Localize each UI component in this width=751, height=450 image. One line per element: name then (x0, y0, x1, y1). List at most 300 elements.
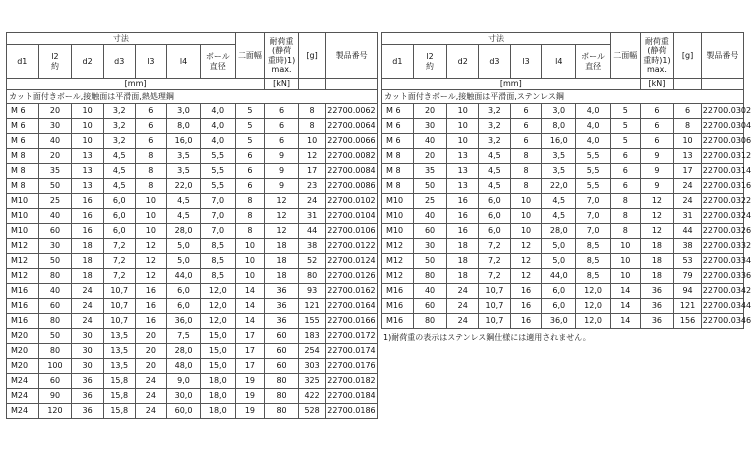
l3-header: l3 (135, 45, 167, 79)
table-cell: 6 (674, 104, 701, 119)
table-cell: 10,7 (103, 314, 135, 329)
table-cell: 14 (235, 299, 265, 314)
table-cell: 6,0 (103, 209, 135, 224)
table-cell: 18 (640, 269, 674, 284)
table-cell: 6 (510, 119, 542, 134)
table-cell: 24 (447, 284, 479, 299)
table-cell: 50 (38, 254, 72, 269)
table-cell: 5,0 (167, 239, 201, 254)
table-row (382, 149, 744, 164)
table-cell: 79 (674, 269, 701, 284)
table-cell: 22700.0126 (326, 269, 378, 284)
table-cell: 4,0 (200, 134, 235, 149)
table-cell: 36,0 (167, 314, 201, 329)
table-cell: 5 (235, 104, 265, 119)
table-cell: 16 (510, 314, 542, 329)
d2-header: d2 (72, 45, 104, 79)
table-cell: M20 (7, 359, 39, 374)
table-cell: 6,0 (167, 299, 201, 314)
table-cell: 5,5 (576, 149, 611, 164)
table-cell: 6 (135, 134, 167, 149)
table-cell: 3,2 (103, 119, 135, 134)
table-cell: 17 (235, 359, 265, 374)
table-row (7, 344, 378, 359)
size-group-header: 寸法 (7, 33, 236, 45)
table-cell: 14 (611, 284, 641, 299)
table-cell: 60 (265, 359, 299, 374)
table-cell: 8 (611, 224, 641, 239)
table-cell: 60,0 (167, 404, 201, 419)
table-cell: 16 (135, 314, 167, 329)
table-cell: 22700.0102 (326, 194, 378, 209)
table-cell: 13 (72, 149, 104, 164)
table-cell: 8 (298, 119, 325, 134)
table-cell: 22700.0082 (326, 149, 378, 164)
table-row (382, 104, 744, 119)
table-row (382, 269, 744, 284)
width-across-flats-header: 二面幅 (611, 33, 641, 79)
table-cell: 6 (235, 164, 265, 179)
table-cell: 303 (298, 359, 325, 374)
table-cell: 9 (265, 179, 299, 194)
table-cell: 7,2 (103, 269, 135, 284)
table-cell: 4,0 (576, 104, 611, 119)
table-cell: 10 (72, 104, 104, 119)
table-cell: 5,0 (542, 254, 576, 269)
table-cell: 12 (135, 254, 167, 269)
table-row (382, 164, 744, 179)
table-cell: 44 (298, 224, 325, 239)
table-cell: 16 (72, 209, 104, 224)
table-cell: 80 (413, 314, 447, 329)
table-cell: M24 (7, 389, 39, 404)
table-cell: 36 (72, 389, 104, 404)
size-group-header: 寸法 (382, 33, 611, 45)
table-cell: 6 (135, 119, 167, 134)
footnote: 1)耐荷重の表示はステンレス鋼仕様には適用されません。 (383, 333, 591, 342)
table-row (7, 284, 378, 299)
table-cell: 17 (235, 344, 265, 359)
table-row (382, 194, 744, 209)
table-cell: 31 (674, 209, 701, 224)
table-cell: 22700.0344 (701, 299, 743, 314)
table-cell: 16 (447, 194, 479, 209)
table-cell: 16,0 (167, 134, 201, 149)
table-cell: 5,5 (200, 149, 235, 164)
table-cell: 15,0 (200, 359, 235, 374)
table-cell: 3,0 (542, 104, 576, 119)
table-row (382, 314, 744, 329)
table-cell: M24 (7, 404, 39, 419)
table-cell: 15,0 (200, 344, 235, 359)
table-cell: 13 (447, 149, 479, 164)
table-cell: 528 (298, 404, 325, 419)
table-row (382, 224, 744, 239)
table-cell: 28,0 (542, 224, 576, 239)
table-row (382, 134, 744, 149)
table-cell: 20 (413, 149, 447, 164)
table-cell: 28,0 (167, 344, 201, 359)
table-cell: 8,5 (576, 254, 611, 269)
table-cell: 8,5 (576, 269, 611, 284)
table-cell: 80 (265, 374, 299, 389)
table-cell: 17 (235, 329, 265, 344)
table-cell: 35 (413, 164, 447, 179)
table-cell: 10 (72, 134, 104, 149)
table-cell: 10 (235, 269, 265, 284)
table-cell: 4,5 (479, 149, 511, 164)
table-cell: 12,0 (576, 299, 611, 314)
table-cell: 7,0 (200, 194, 235, 209)
table-cell: 22700.0334 (701, 254, 743, 269)
table-cell: 10 (235, 254, 265, 269)
table-cell: 6,0 (167, 284, 201, 299)
table-cell: 5 (611, 104, 641, 119)
table-cell: 8,0 (167, 119, 201, 134)
table-cell: 40 (38, 284, 72, 299)
table-cell: 38 (298, 239, 325, 254)
table-cell: 22700.0322 (701, 194, 743, 209)
table-row (7, 329, 378, 344)
table-row (7, 209, 378, 224)
table-row (7, 254, 378, 269)
table-row (7, 224, 378, 239)
table-cell: 15,8 (103, 389, 135, 404)
table-cell: M 6 (7, 119, 39, 134)
table-cell: 12 (265, 209, 299, 224)
table-cell: 22700.0104 (326, 209, 378, 224)
table-cell: 7,2 (479, 254, 511, 269)
table-cell: M20 (7, 329, 39, 344)
table-cell: 18 (640, 239, 674, 254)
table-cell: M16 (382, 284, 414, 299)
table-cell: 53 (674, 254, 701, 269)
table-cell: 18 (447, 254, 479, 269)
table-cell: 24 (135, 389, 167, 404)
table-cell: 254 (298, 344, 325, 359)
table-cell: 17 (298, 164, 325, 179)
table-cell: 7,2 (479, 269, 511, 284)
table-cell: 10 (135, 194, 167, 209)
table-cell: 16,0 (542, 134, 576, 149)
table-cell: 22700.0084 (326, 164, 378, 179)
table-cell: 121 (298, 299, 325, 314)
table-cell: 10 (298, 134, 325, 149)
l4-header: l4 (542, 45, 576, 79)
table-cell: 22700.0182 (326, 374, 378, 389)
table-cell: 36 (640, 299, 674, 314)
table-cell: 60 (38, 299, 72, 314)
table-cell: 40 (413, 284, 447, 299)
table-cell: M 8 (7, 149, 39, 164)
table-cell: 22700.0174 (326, 344, 378, 359)
table-cell: 120 (38, 404, 72, 419)
table-cell: 36 (265, 284, 299, 299)
table-cell: 22700.0166 (326, 314, 378, 329)
table-cell: 22,0 (542, 179, 576, 194)
table-cell: 19 (235, 389, 265, 404)
table-cell: 22700.0172 (326, 329, 378, 344)
table-cell: 10 (510, 194, 542, 209)
section-title: カット面付きボール,接触面は平滑面,ステンレス鋼 (382, 90, 744, 104)
table-cell: 6 (611, 149, 641, 164)
table-cell: 8,5 (576, 239, 611, 254)
table-cell: 8 (235, 194, 265, 209)
table-cell: 22700.0164 (326, 299, 378, 314)
table-cell: M12 (382, 254, 414, 269)
unit-mm-label: [mm] (382, 79, 641, 90)
table-cell: 24 (72, 299, 104, 314)
table-cell: 6 (640, 104, 674, 119)
table-cell: M 6 (7, 134, 39, 149)
table-cell: 18 (640, 254, 674, 269)
table-cell: 10 (611, 254, 641, 269)
table-cell: 22700.0306 (701, 134, 743, 149)
table-cell: 16 (510, 299, 542, 314)
table-cell: 10 (510, 224, 542, 239)
table-cell: 3,0 (167, 104, 201, 119)
table-cell: 10,7 (103, 284, 135, 299)
table-cell: 183 (298, 329, 325, 344)
table-cell: 6,0 (103, 224, 135, 239)
table-cell: 18 (447, 239, 479, 254)
table-cell: 16 (72, 224, 104, 239)
table-cell: M16 (7, 284, 39, 299)
table-cell: M16 (382, 314, 414, 329)
table-cell: 5,5 (576, 164, 611, 179)
table-cell: 60 (265, 344, 299, 359)
table-cell: 22700.0186 (326, 404, 378, 419)
table-cell: 80 (298, 269, 325, 284)
table-cell: 10 (510, 209, 542, 224)
table-cell: 6 (640, 119, 674, 134)
table-cell: 36 (640, 284, 674, 299)
table-cell: 14 (611, 314, 641, 329)
table-cell: 155 (298, 314, 325, 329)
table-cell: M20 (7, 344, 39, 359)
table-cell: 30 (38, 239, 72, 254)
table-cell: 6 (235, 149, 265, 164)
table-cell: M 6 (382, 134, 414, 149)
table-cell: 17 (674, 164, 701, 179)
table-cell: 23 (298, 179, 325, 194)
table-cell: 60 (413, 299, 447, 314)
table-cell: 10 (447, 134, 479, 149)
table-cell: 18 (72, 269, 104, 284)
table-cell: 6 (265, 119, 299, 134)
l2-header: l2 約 (413, 45, 447, 79)
section-title: カット面付きボール,接触面は平滑面,熱処理鋼 (7, 90, 378, 104)
table-cell: 30 (38, 119, 72, 134)
table-cell: 30 (72, 344, 104, 359)
table-cell: 24 (135, 404, 167, 419)
table-cell: 18 (72, 239, 104, 254)
table-cell: 60 (413, 224, 447, 239)
table-cell: 9 (640, 164, 674, 179)
l2-header: l2 約 (38, 45, 72, 79)
width-across-flats-header: 二面幅 (235, 33, 265, 79)
table-cell: M10 (382, 209, 414, 224)
table-row (7, 389, 378, 404)
weight-header: [g] (298, 33, 325, 79)
table-cell: 13,5 (103, 329, 135, 344)
table-cell: 4,5 (167, 194, 201, 209)
table-row (7, 194, 378, 209)
table-cell: 5 (611, 119, 641, 134)
table-cell: 24 (72, 284, 104, 299)
table-cell: 22700.0316 (701, 179, 743, 194)
table-cell: 90 (38, 389, 72, 404)
table-cell: 6 (265, 104, 299, 119)
table-cell: 12,0 (200, 314, 235, 329)
table-cell: 44 (674, 224, 701, 239)
table-row (7, 404, 378, 419)
table-row (382, 179, 744, 194)
table-cell: 3,2 (479, 134, 511, 149)
table-cell: 22700.0062 (326, 104, 378, 119)
table-cell: 22700.0342 (701, 284, 743, 299)
table-cell: 8 (135, 149, 167, 164)
table-cell: 6 (265, 134, 299, 149)
table-cell: 12 (510, 254, 542, 269)
table-cell: 94 (674, 284, 701, 299)
table-cell: 4,5 (542, 194, 576, 209)
table-cell: 6 (510, 104, 542, 119)
table-cell: 5,5 (200, 164, 235, 179)
table-row (7, 314, 378, 329)
table-row (382, 299, 744, 314)
table-cell: 18,0 (200, 389, 235, 404)
table-cell: 22700.0176 (326, 359, 378, 374)
table-cell: 4,0 (200, 104, 235, 119)
table-cell: 16 (447, 209, 479, 224)
table-cell: 7,2 (103, 239, 135, 254)
table-cell: 22,0 (167, 179, 201, 194)
table-cell: 100 (38, 359, 72, 374)
table-cell: 9 (265, 149, 299, 164)
table-cell: 4,5 (479, 179, 511, 194)
d1-header: d1 (382, 45, 414, 79)
table-cell: 4,5 (103, 149, 135, 164)
table-cell: 22700.0312 (701, 149, 743, 164)
table-cell: 22700.0122 (326, 239, 378, 254)
table-cell: 14 (235, 284, 265, 299)
table-cell: 60 (38, 374, 72, 389)
table-cell: 6 (611, 164, 641, 179)
table-cell: 14 (235, 314, 265, 329)
table-cell: 16 (510, 284, 542, 299)
table-cell: 9 (640, 179, 674, 194)
table-row (7, 164, 378, 179)
table-cell: 4,0 (576, 119, 611, 134)
table-row (7, 359, 378, 374)
table-cell: 8,5 (200, 254, 235, 269)
table-cell: 121 (674, 299, 701, 314)
table-cell: 16 (447, 224, 479, 239)
table-cell: 36 (265, 299, 299, 314)
table-cell: 7,0 (576, 194, 611, 209)
table-cell: 5,0 (167, 254, 201, 269)
table-cell: 9 (640, 149, 674, 164)
table-cell: 7,0 (576, 209, 611, 224)
table-cell: 4,5 (103, 164, 135, 179)
table-cell: 12,0 (576, 314, 611, 329)
table-cell: 6,0 (542, 299, 576, 314)
table-cell: 22700.0326 (701, 224, 743, 239)
table-cell: 40 (413, 134, 447, 149)
part-number-header: 製品番号 (701, 33, 743, 79)
table-cell: 18,0 (200, 404, 235, 419)
right-spec-table (381, 32, 751, 329)
right-table-body (382, 90, 751, 329)
table-cell: 20 (38, 149, 72, 164)
table-cell: 5 (611, 134, 641, 149)
table-row (7, 149, 378, 164)
table-cell: 8,5 (200, 269, 235, 284)
table-cell: 5,5 (576, 179, 611, 194)
table-cell: 22700.0314 (701, 164, 743, 179)
table-cell: M12 (7, 239, 39, 254)
table-cell: 8 (611, 209, 641, 224)
table-cell: 5,5 (200, 179, 235, 194)
table-cell: 19 (235, 404, 265, 419)
table-row (7, 119, 378, 134)
table-cell: 3,5 (542, 149, 576, 164)
table-cell: 24 (135, 374, 167, 389)
table-cell: 6 (611, 179, 641, 194)
table-row (7, 374, 378, 389)
table-cell: 16 (72, 194, 104, 209)
table-cell: 50 (413, 179, 447, 194)
table-cell: 20 (135, 344, 167, 359)
table-cell: 12,0 (576, 284, 611, 299)
table-cell: 80 (265, 389, 299, 404)
table-cell: 36 (72, 374, 104, 389)
table-cell: 7,5 (167, 329, 201, 344)
table-cell: 3,2 (479, 119, 511, 134)
table-cell: 6 (640, 134, 674, 149)
table-cell: 44,0 (167, 269, 201, 284)
table-cell: 36 (265, 314, 299, 329)
table-cell: M10 (7, 194, 39, 209)
table-cell: M 6 (382, 119, 414, 134)
table-cell: 5 (235, 119, 265, 134)
table-cell: 31 (298, 209, 325, 224)
table-cell: 24 (447, 299, 479, 314)
table-cell: 30 (413, 239, 447, 254)
table-cell: 16 (135, 299, 167, 314)
table-cell: 13 (447, 164, 479, 179)
table-cell: 30 (413, 119, 447, 134)
table-cell: 18 (265, 239, 299, 254)
table-cell: 22700.0184 (326, 389, 378, 404)
table-cell: 50 (413, 254, 447, 269)
table-cell: 8 (235, 209, 265, 224)
table-cell: M16 (7, 314, 39, 329)
table-cell: 13 (72, 179, 104, 194)
unit-kn-label: [kN] (265, 79, 299, 90)
table-cell: 50 (38, 329, 72, 344)
table-cell: 3,5 (542, 164, 576, 179)
table-cell: 22700.0302 (701, 104, 743, 119)
table-cell: 3,2 (479, 104, 511, 119)
table-cell: 9,0 (167, 374, 201, 389)
table-cell: M10 (7, 209, 39, 224)
load-capacity-header: 耐荷重 (静荷 重時)1) max. (640, 33, 674, 79)
table-cell: 19 (235, 374, 265, 389)
table-cell: 22700.0064 (326, 119, 378, 134)
l4-header: l4 (167, 45, 201, 79)
